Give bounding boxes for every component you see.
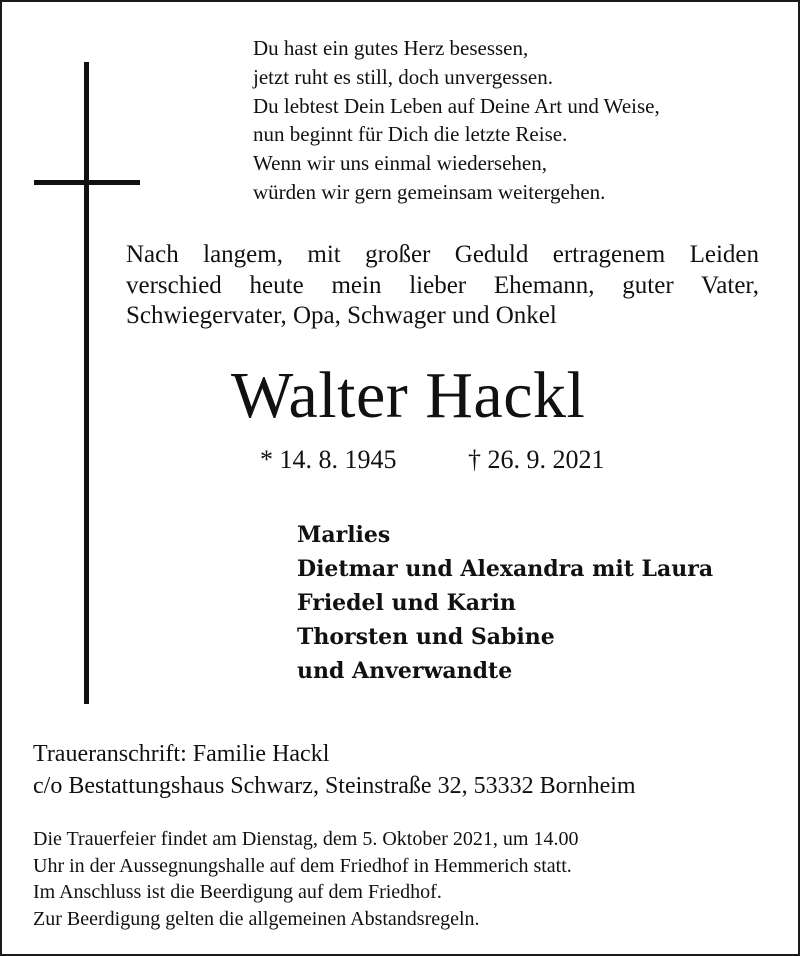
announcement-line: Schwiegervater, Opa, Schwager und Onkel [126, 302, 557, 329]
address-line: Traueranschrift: Familie Hackl [33, 741, 330, 767]
mourner-entry: Marlies [297, 522, 391, 548]
funeral-details-line: Uhr in der Aussegnungshalle auf dem Friedhof in Hemmerich statt. [33, 854, 572, 877]
address-line: c/o Bestattungshaus Schwarz, Steinstraße 32, 53332 Bornheim [33, 773, 636, 799]
poem-line: nun beginnt für Dich die letzte Reise. [253, 122, 568, 147]
poem-line: Du lebtest Dein Leben auf Deine Art und Weise, [253, 93, 660, 118]
poem-line: würden wir gern gemeinsam weitergehen. [253, 179, 606, 204]
mourner-entry: Friedel und Karin [297, 590, 516, 616]
mourner-entry: Dietmar und Alexandra mit Laura [297, 556, 714, 582]
funeral-details-line: Zur Beerdigung gelten die allgemeinen Abstandsregeln. [33, 907, 480, 930]
deceased-name: Walter Hackl [231, 359, 586, 432]
mourning-address [33, 738, 636, 802]
memorial-poem [253, 34, 660, 207]
funeral-details-line: Im Anschluss ist die Beerdigung auf dem Friedhof. [33, 881, 442, 903]
mourner-entry: und Anverwandte [297, 658, 513, 684]
announcement-line: Nach langem, mit großer Geduld ertragenem Leiden [126, 241, 759, 268]
funeral-details-line: Die Trauerfeier findet am Dienstag, dem 5. Oktober 2021, um 14.00 [33, 828, 579, 850]
mourners-list [297, 518, 713, 688]
announcement-line: verschied heute mein lieber Ehemann, guter Vater, [126, 271, 759, 299]
birth-date: * 14. 8. 1945 [260, 445, 397, 474]
poem-line: jetzt ruht es still, doch unvergessen. [253, 64, 553, 89]
cross-horizontal-bar [34, 180, 140, 185]
poem-line: Wenn wir uns einmal wiedersehen, [253, 151, 547, 176]
announcement-text [126, 240, 759, 332]
mourner-entry: Thorsten und Sabine [297, 624, 555, 650]
cross-vertical-bar [84, 62, 89, 704]
poem-line: Du hast ein gutes Herz besessen, [253, 36, 529, 60]
death-date: † 26. 9. 2021 [468, 445, 605, 474]
funeral-details [33, 826, 578, 932]
